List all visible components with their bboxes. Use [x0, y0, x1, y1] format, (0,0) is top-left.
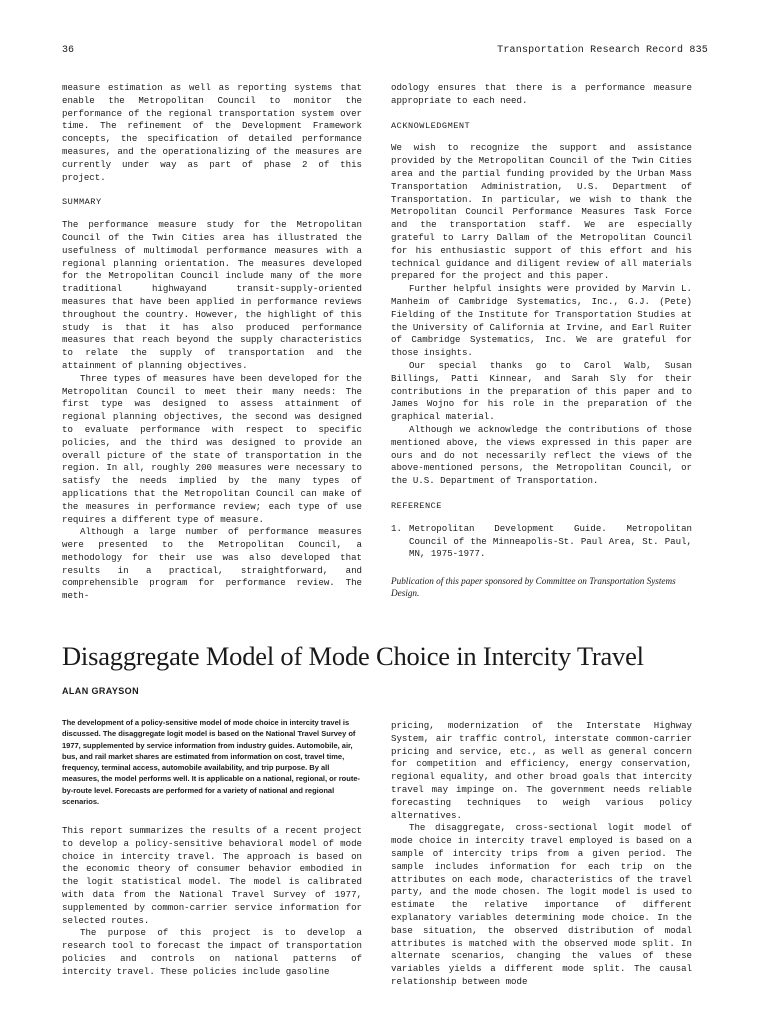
sponsor-note: Publication of this paper sponsored by Committee on Transportation Systems Design.	[391, 576, 676, 599]
paragraph: pricing, modernization of the Interstate Highway System, air traffic control, interstate common-carrier pricing and service, etc., as well as general concern for competition and efficiency, energy conservation, regional equality, and other broad goals that intercity travel may impinge on. The government needs reliable forecasting techniques to weigh various policy alternatives.	[391, 720, 692, 821]
reference-number: 1.	[391, 522, 402, 534]
paragraph: This report summarizes the results of a recent project to develop a policy-sensitive behavioral model of mode choice in intercity travel. The approach is based on the economic theory of consumer behavior embodied in the logit statistical model. The model is calibrated with data from the National Travel Survey of 1977, supplemented by common-carrier service information for selected routes.	[62, 825, 362, 926]
prev-article-right-column	[391, 82, 692, 599]
section-heading-summary: SUMMARY	[62, 197, 102, 208]
paragraph: Our special thanks go to Carol Walb, Susan Billings, Patti Kinnear, and Sarah Sly for their contributions in the preparation of this paper and to James Wojno for his role in the preparation of the graphical material.	[391, 359, 692, 423]
article-title: Disaggregate Model of Mode Choice in Intercity Travel	[62, 641, 644, 671]
section-heading-reference: REFERENCE	[391, 500, 442, 511]
paragraph: Three types of measures have been developed for the Metropolitan Council to meet their many needs: The first type was designed to assess attainment of regional planning objectives, the second was designed to evaluate performance with respect to specific policies, and the third was designed to provide an overall picture of the state of transportation in the region. In all, roughly 200 measures were necessary to satisfy the needs implied by the many types of applications that the Metropolitan Council can make of the measures in performance review; each type of use requires a different type of measure.	[62, 372, 362, 525]
paragraph: Further helpful insights were provided by Marvin L. Manheim of Cambridge Systematics, Inc., G.J. (Pete) Fielding of the Institute for Transportation Studies at the University of California at Irvine, and Earl Ruiter of Cambridge Systematics, Inc. We are grateful for those insights.	[391, 283, 692, 359]
page-number: 36	[62, 45, 75, 56]
prev-article-left-column	[62, 82, 362, 603]
running-header: Transportation Research Record 835	[497, 45, 708, 56]
article-right-column	[391, 720, 692, 989]
article-abstract: The development of a policy-sensitive model of mode choice in intercity travel is discussed. The disaggregate logit model is based on the National Travel Survey of 1977, supplemented by service information from industry guides. Automobile, air, bus, and rail market shares are estimated from information on cost, travel time, frequency, terminal access, automobile availability, and trip purpose. By all measures, the model performs well. It is applicable on a national, regional, or route-by-route level. Forecasts are performed for a variety of national and regional scenarios.	[62, 718, 360, 807]
reference-entry	[391, 523, 692, 561]
paragraph: Although we acknowledge the contributions of those mentioned above, the views expressed in this paper are ours and do not necessarily reflect the views of the above-mentioned persons, the Metropolitan Council, or the U.S. Department of Transportation.	[391, 423, 692, 487]
paragraph: Although a large number of performance measures were presented to the Metropolitan Council, a methodology for their use was also developed that results in a practical, straightforward, and comprehensible program for performance review. The meth-	[62, 526, 362, 602]
paragraph: The purpose of this project is to develop a research tool to forecast the impact of transportation policies and controls on national patterns of intercity travel. These policies include gasoline	[62, 927, 362, 977]
paragraph: The performance measure study for the Metropolitan Council of the Twin Cities area has illustrated the usefulness of multimodal performance measures with a regional planning orientation. The measures developed for the Metropolitan Council include many of the more traditional highwayand transit-supply-oriented measures that have been applied in performance reviews throughout the country. However, the highlight of this study is that it has also produced performance measures that reach beyond the supply characteristics to relate the supply of transportation and the attainment of planning objectives.	[62, 219, 362, 371]
article-author: ALAN GRAYSON	[62, 686, 139, 696]
article-left-column	[62, 825, 362, 979]
paragraph: We wish to recognize the support and assistance provided by the Metropolitan Council of the Twin Cities area and the partial funding provided by the Urban Mass Transportation Administration, U.S. Department of Transportation. In particular, we wish to thank the Metropolitan Council Performance Measures Task Force and the transportation staff. We are especially grateful to Larry Dallam of the Metropolitan Council for his enthusiastic support of this effort and his technical guidance and diligent review of all materials prepared for the project and this paper.	[391, 142, 692, 282]
paragraph: measure estimation as well as reporting systems that enable the Metropolitan Council to monitor the performance of the regional transportation system over time. The refinement of the Development Framework concepts, the specification of detailed performance measures, and the operationalizing of the measures are currently under way as part of phase 2 of this project.	[62, 82, 362, 183]
reference-text: Metropolitan Development Guide. Metropolitan Council of the Minneapolis-St. Paul Area, St. Paul, MN, 1975-1977.	[409, 522, 692, 560]
paragraph: The disaggregate, cross-sectional logit model of mode choice in intercity travel employed is based on a sample of intercity trips from a given period. The sample includes information for each trip on the attributes on each mode, characteristics of the travel party, and the mode chosen. The logit model is used to estimate the relative importance of different explanatory variables determining mode choice. In the base situation, the observed distribution of modal attributes is matched with the observed mode split. In alternate scenarios, changing the values of these variables yields a different mode split. The causal relationship between mode	[391, 822, 692, 987]
section-heading-acknowledgment: ACKNOWLEDGMENT	[391, 120, 471, 131]
paragraph: odology ensures that there is a performance measure appropriate to each need.	[391, 82, 692, 106]
